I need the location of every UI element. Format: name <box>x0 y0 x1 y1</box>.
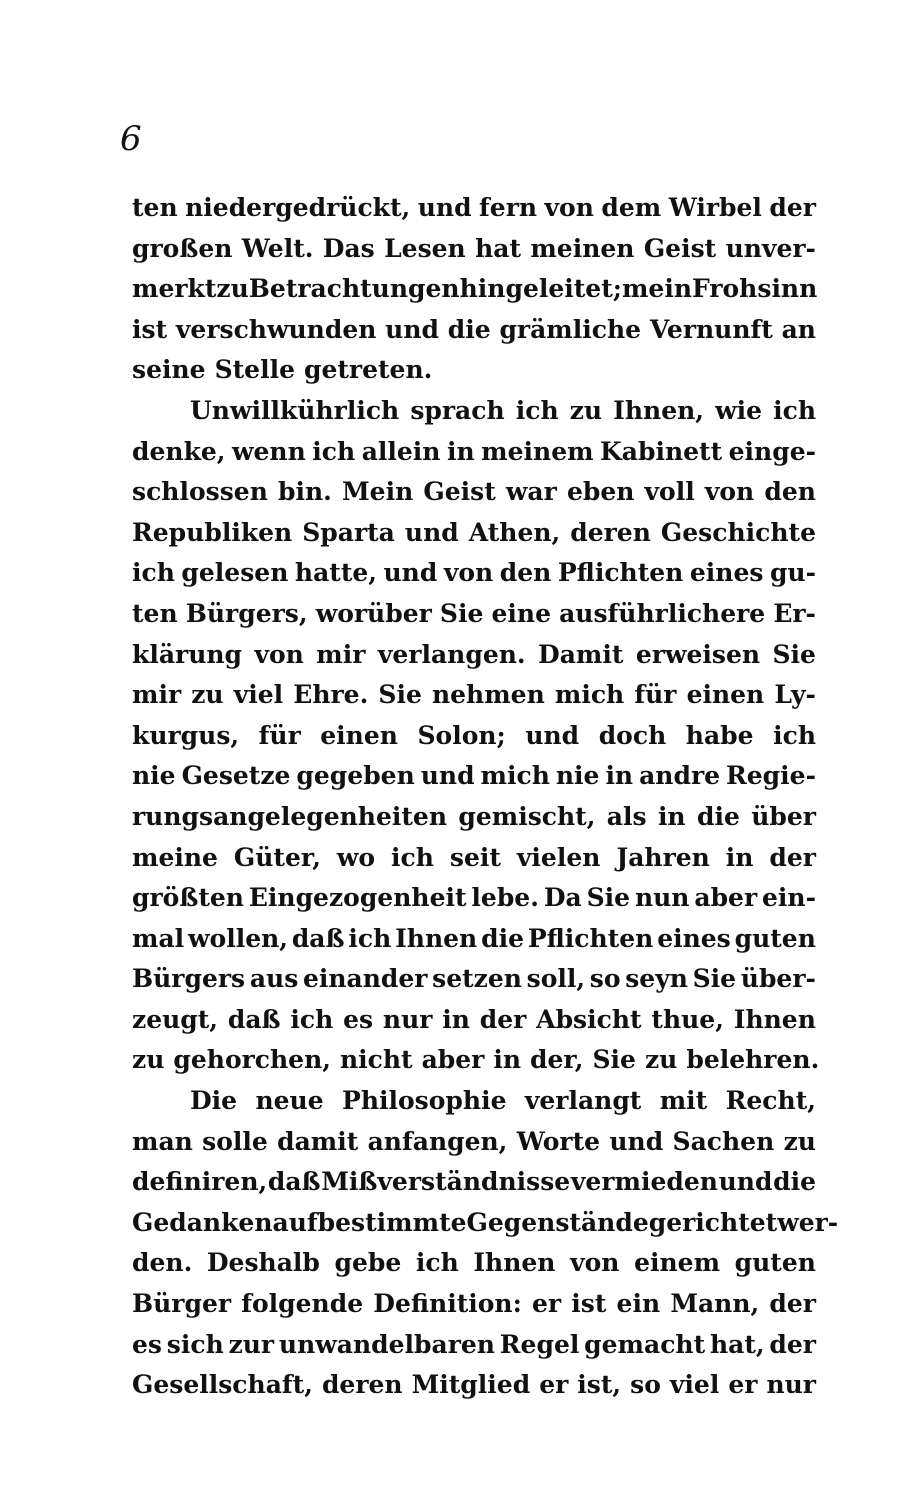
word: Das <box>322 233 375 263</box>
word: ich <box>773 720 816 750</box>
word: verschwunden <box>175 314 377 344</box>
word: und <box>383 558 438 588</box>
word: mal <box>132 923 185 953</box>
word: Solon; <box>417 720 506 750</box>
word: gelesen <box>181 558 289 588</box>
word: mir <box>316 639 366 669</box>
word: schlossen <box>132 477 268 507</box>
word: setzen <box>432 964 522 994</box>
word: andre <box>639 761 721 791</box>
word: seyn <box>625 964 688 994</box>
word: mich <box>554 680 625 710</box>
word: Ehre. <box>293 680 369 710</box>
word: vermieden <box>570 1167 718 1197</box>
text-line <box>132 838 816 879</box>
word: nie <box>555 761 600 791</box>
word: bin. <box>278 477 332 507</box>
word: Sachen <box>672 1126 775 1156</box>
word: an <box>781 314 816 344</box>
word: in <box>493 1045 522 1075</box>
word: gemacht <box>584 1329 706 1359</box>
word: Ihnen <box>473 1248 556 1278</box>
word: wollen, <box>188 923 288 953</box>
word: ich <box>391 842 434 872</box>
word: und <box>609 1126 664 1156</box>
word: Regel <box>499 1329 580 1359</box>
word: neue <box>255 1086 324 1116</box>
word: größten <box>132 883 244 913</box>
word: Recht, <box>725 1086 816 1116</box>
word: Bürgers, <box>185 598 308 628</box>
word: Ihnen <box>733 1004 816 1034</box>
text-line <box>132 1203 839 1244</box>
word: zu <box>216 274 249 304</box>
word: Stelle <box>214 355 295 385</box>
word: Philosophie <box>342 1086 507 1116</box>
word: Frohsinn <box>692 274 818 304</box>
text-line <box>132 310 816 351</box>
word: Gegenstände <box>466 1207 649 1237</box>
word: wo <box>336 842 376 872</box>
word: unver- <box>725 233 816 263</box>
word: Deshalb <box>206 1248 320 1278</box>
word: Definition: <box>373 1289 522 1319</box>
word: Regie- <box>726 761 816 791</box>
word: habe <box>685 720 754 750</box>
word: einander <box>302 964 428 994</box>
word: Bürger <box>132 1289 232 1319</box>
text-line <box>132 756 816 797</box>
text-line <box>132 1325 816 1366</box>
word: deren <box>570 517 651 547</box>
text-line <box>132 432 816 473</box>
text-line <box>132 594 816 635</box>
word: voll <box>644 477 695 507</box>
word: der <box>769 193 816 222</box>
word: ich <box>312 436 356 466</box>
word: damit <box>277 1126 359 1156</box>
word: guten <box>734 923 816 953</box>
word: ich <box>290 1004 334 1034</box>
word: meinem <box>481 436 594 466</box>
word: eine <box>491 598 551 628</box>
word: ist <box>571 1289 607 1319</box>
text-line <box>132 1000 816 1041</box>
word: ist <box>132 314 168 344</box>
word: in <box>442 1004 470 1034</box>
word: solle <box>202 1126 268 1156</box>
word: die <box>481 923 524 953</box>
word: Mann, <box>670 1289 760 1319</box>
word: zeugt, <box>132 1004 219 1034</box>
word: deren <box>321 1370 403 1400</box>
word: nicht <box>339 1045 413 1075</box>
word: zu <box>191 680 224 710</box>
word: lebe. <box>471 883 539 913</box>
text-line <box>132 1365 816 1406</box>
word: der, <box>530 1045 584 1075</box>
word: Mißverständnisse <box>321 1167 571 1197</box>
word: definiren, <box>132 1167 268 1197</box>
word: es <box>343 1004 374 1034</box>
word: Kabinett <box>600 436 723 466</box>
word: Mitglied <box>411 1370 531 1400</box>
text-line <box>132 1162 816 1203</box>
word: folgende <box>241 1289 364 1319</box>
word: vielen <box>516 842 601 872</box>
word: verlangt <box>524 1086 642 1116</box>
word: fern <box>479 193 538 222</box>
word: und <box>718 1167 773 1197</box>
word: ich <box>773 395 816 425</box>
text-line <box>132 797 816 838</box>
word: aber <box>421 1045 485 1075</box>
word: nie <box>132 761 176 791</box>
word: seit <box>449 842 501 872</box>
word: einen <box>686 680 765 710</box>
word: eines <box>657 923 731 953</box>
word: der <box>479 1004 527 1034</box>
text-line <box>132 188 816 229</box>
word: aus <box>249 964 299 994</box>
word: zu <box>644 1045 678 1075</box>
word: Er- <box>773 598 816 628</box>
word: in <box>446 436 475 466</box>
word: Sparta <box>302 517 395 547</box>
word: Geist <box>643 233 717 263</box>
word: ich <box>132 558 175 588</box>
word: Jahren <box>616 842 710 872</box>
word: war <box>505 477 557 507</box>
text-line <box>132 472 816 513</box>
word: er <box>728 1370 758 1400</box>
word: die <box>447 314 491 344</box>
text-line <box>132 1122 816 1163</box>
word: gemischt, <box>458 801 596 831</box>
word: für <box>634 680 677 710</box>
word: hingeleitet; <box>459 274 622 304</box>
word: getreten. <box>303 355 433 385</box>
word: großen <box>132 233 233 263</box>
word: niedergedrückt, <box>185 193 411 222</box>
word: klärung <box>132 639 243 669</box>
word: merkt <box>132 274 217 304</box>
word: über- <box>740 964 816 994</box>
text-line <box>132 391 816 432</box>
word: seine <box>132 355 206 385</box>
word: Gesellschaft, <box>132 1370 313 1400</box>
word: hat <box>475 233 522 263</box>
word: und <box>420 761 475 791</box>
word: so <box>589 964 621 994</box>
text-line <box>132 716 816 757</box>
word: von <box>570 1248 620 1278</box>
word: er <box>539 1370 569 1400</box>
word: eines <box>689 558 764 588</box>
word: zu <box>783 1126 816 1156</box>
word: einen <box>320 720 398 750</box>
word: Pflichten <box>557 558 684 588</box>
word: ist, <box>577 1370 622 1400</box>
word: man <box>132 1126 193 1156</box>
word: Athen, <box>468 517 561 547</box>
word: wer- <box>777 1207 839 1237</box>
word: erweisen <box>635 639 761 669</box>
word: von <box>704 477 755 507</box>
word: verlangen. <box>377 639 526 669</box>
word: in <box>725 842 754 872</box>
word: thue, <box>651 1004 724 1034</box>
word: der <box>769 842 816 872</box>
word: ein <box>616 1289 661 1319</box>
word: und <box>525 720 580 750</box>
word: einge- <box>728 436 816 466</box>
word: worüber <box>315 598 432 628</box>
word: mir <box>132 680 182 710</box>
word: in <box>657 801 686 831</box>
text-line <box>132 1243 816 1284</box>
word: Sie <box>592 1045 636 1075</box>
word: über <box>751 801 816 831</box>
word: anfangen, <box>367 1126 508 1156</box>
word: mit <box>659 1086 708 1116</box>
word: nun <box>634 883 690 913</box>
word: der <box>769 1329 816 1359</box>
word: Bürgers <box>132 964 246 994</box>
word: hatte, <box>294 558 377 588</box>
text-line <box>132 919 816 960</box>
text-line <box>132 269 816 310</box>
word: zu <box>569 395 603 425</box>
word: nehmen <box>431 680 545 710</box>
word: Betrachtungen <box>248 274 460 304</box>
text-line <box>132 1081 816 1122</box>
word: die <box>696 801 740 831</box>
word: hat, <box>709 1329 765 1359</box>
word: einem <box>634 1248 721 1278</box>
body-text <box>132 188 839 1406</box>
word: Da <box>543 883 582 913</box>
word: Gedanken <box>132 1207 273 1237</box>
text-line <box>132 1040 820 1081</box>
word: daß <box>291 923 345 953</box>
text-line <box>132 1284 816 1325</box>
word: es <box>132 1329 162 1359</box>
word: Sie <box>586 883 631 913</box>
word: daß <box>227 1004 281 1034</box>
word: in <box>605 761 634 791</box>
word: Sie <box>692 964 737 994</box>
word: Geschichte <box>660 517 816 547</box>
word: Pflichten <box>527 923 654 953</box>
word: zur <box>228 1329 275 1359</box>
word: Ly- <box>774 680 816 710</box>
text-line <box>132 350 816 391</box>
word: den <box>499 558 552 588</box>
text-line <box>132 229 816 270</box>
word: ich <box>515 395 559 425</box>
word: gebe <box>334 1248 402 1278</box>
word: gerichtet <box>648 1207 778 1237</box>
word: und <box>385 314 440 344</box>
word: Güter, <box>233 842 321 872</box>
word: wenn <box>232 436 306 466</box>
word: bestimmte <box>317 1207 467 1237</box>
text-line <box>132 878 816 919</box>
word: grämliche <box>499 314 642 344</box>
word: auf <box>272 1207 318 1237</box>
word: für <box>258 720 301 750</box>
word: nur <box>766 1370 816 1400</box>
word: unwandelbaren <box>278 1329 495 1359</box>
word: mich <box>480 761 550 791</box>
word: von <box>443 558 494 588</box>
word: Geist <box>423 477 496 507</box>
word: sich <box>166 1329 224 1359</box>
text-line <box>132 959 816 1000</box>
word: allein <box>361 436 441 466</box>
word: ausführlichere <box>559 598 766 628</box>
word: zu <box>132 1045 165 1075</box>
word: Sie <box>772 639 816 669</box>
word: ten <box>132 193 178 222</box>
word: von <box>544 193 594 222</box>
word: rungsangelegenheiten <box>132 801 448 831</box>
word: Ihnen <box>395 923 478 953</box>
word: Eingezogenheit <box>248 883 467 913</box>
word: Mein <box>342 477 414 507</box>
text-line <box>132 675 816 716</box>
text-line <box>132 513 816 554</box>
word: belehren. <box>686 1045 820 1075</box>
word: guten <box>734 1248 816 1278</box>
word: aber <box>694 883 758 913</box>
word: Gesetze <box>181 761 291 791</box>
word: die <box>773 1167 816 1197</box>
word: Sie <box>378 680 422 710</box>
word: Damit <box>538 639 624 669</box>
word: Lesen <box>384 233 466 263</box>
word: als <box>606 801 647 831</box>
word: gu- <box>769 558 816 588</box>
word: viel <box>233 680 284 710</box>
word: meinen <box>530 233 635 263</box>
word: soll, <box>526 964 586 994</box>
word: nur <box>382 1004 433 1034</box>
word: den. <box>132 1248 193 1278</box>
word: Unwillkührlich <box>190 395 400 425</box>
word: daß <box>267 1167 321 1197</box>
word: Ihnen, <box>613 395 704 425</box>
word: ich <box>415 1248 459 1278</box>
word: und <box>417 193 472 222</box>
word: Absicht <box>536 1004 642 1034</box>
word: Republiken <box>132 517 293 547</box>
word: gehorchen, <box>173 1045 331 1075</box>
word: von <box>254 639 304 669</box>
word: ich <box>348 923 392 953</box>
word: meine <box>132 842 218 872</box>
word: Die <box>190 1086 238 1116</box>
text-line <box>132 553 816 594</box>
word: Welt. <box>241 233 314 263</box>
word: ten <box>132 598 178 628</box>
word: Worte <box>516 1126 601 1156</box>
word: wie <box>715 395 763 425</box>
word: den <box>764 477 816 507</box>
word: doch <box>598 720 667 750</box>
word: kurgus, <box>132 720 240 750</box>
word: viel <box>669 1370 720 1400</box>
word: sprach <box>410 395 505 425</box>
word: denke, <box>132 436 226 466</box>
text-line <box>132 635 816 676</box>
word: Wirbel <box>668 193 762 222</box>
page-number: 6 <box>120 119 142 159</box>
word: gegeben <box>296 761 415 791</box>
word: der <box>769 1289 816 1319</box>
word: so <box>630 1370 661 1400</box>
word: er <box>532 1289 562 1319</box>
word: eben <box>566 477 635 507</box>
word: und <box>404 517 459 547</box>
word: Vernunft <box>649 314 773 344</box>
word: ein- <box>762 883 816 913</box>
word: Sie <box>439 598 484 628</box>
word: mein <box>621 274 693 304</box>
word: dem <box>601 193 662 222</box>
